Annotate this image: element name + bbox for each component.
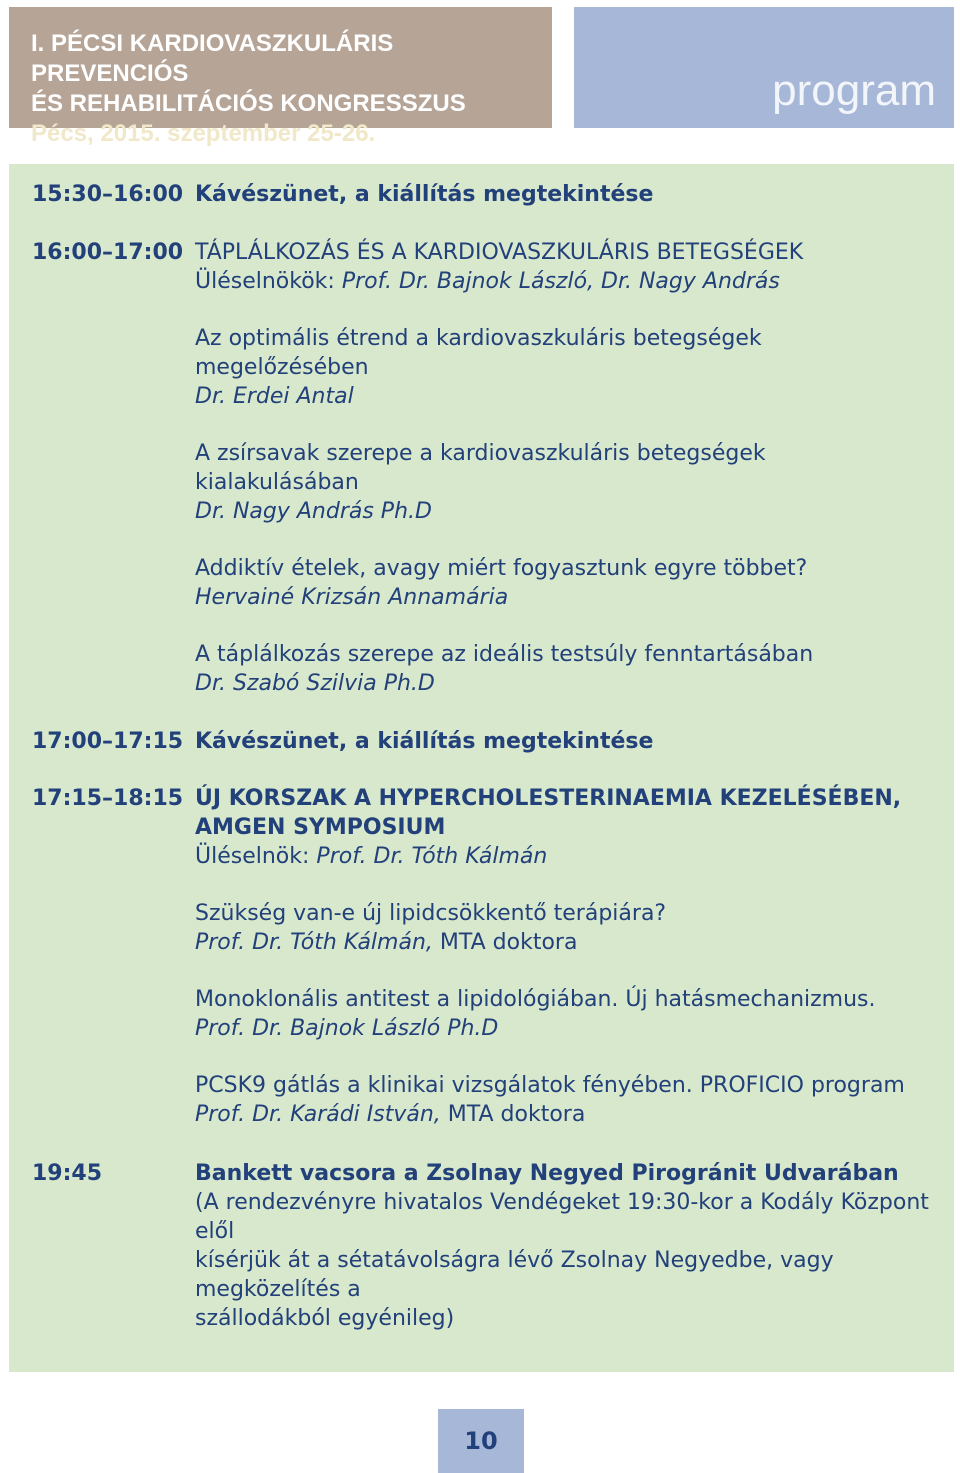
session-title: Kávészünet, a kiállítás megtekintése	[195, 182, 654, 207]
program-banner	[574, 7, 954, 128]
session-time: 19:45	[32, 1161, 103, 1186]
talk-title: PCSK9 gátlás a klinikai vizsgálatok fényében. PROFICIO program	[195, 1073, 905, 1098]
session-time: 17:15–18:15	[32, 786, 184, 811]
session-note: kísérjük át a sétatávolságra lévő Zsolnay Negyedbe, vagy megközelítés a	[195, 1248, 834, 1302]
session-chairs	[195, 842, 940, 871]
congress-title-line1: I. PÉCSI KARDIOVASZKULÁRIS PREVENCIÓS	[31, 30, 394, 87]
session-time: 15:30–16:00	[32, 182, 184, 207]
talk-speaker: Hervainé Krizsán Annamária	[195, 585, 509, 610]
session-title: TÁPLÁLKOZÁS ÉS A KARDIOVASZKULÁRIS BETEGSÉGEK	[195, 240, 804, 265]
session-body	[195, 238, 940, 698]
talk-speaker: Prof. Dr. Karádi István,	[195, 1102, 441, 1127]
talk-speaker: Prof. Dr. Tóth Kálmán,	[195, 930, 433, 955]
talk-title: A táplálkozás szerepe az ideális testsúly fenntartásában	[195, 642, 814, 667]
session-time: 17:00–17:15	[32, 729, 184, 754]
talk-speaker-line	[195, 1100, 940, 1129]
speaker-title: MTA doktora	[440, 1102, 586, 1127]
chair-prefix: Üléselnök:	[195, 844, 317, 869]
session-title: ÚJ KORSZAK A HYPERCHOLESTERINAEMIA KEZELÉSÉBEN,	[195, 786, 902, 811]
talk-title: Az optimális étrend a kardiovaszkuláris betegségek	[195, 326, 762, 351]
session-note: (A rendezvényre hivatalos Vendégeket 19:30-kor a Kodály Központ elől	[195, 1190, 929, 1244]
session-title: Bankett vacsora a Zsolnay Negyed Pirogránit Udvarában	[195, 1161, 899, 1186]
talk-speaker: Prof. Dr. Bajnok László Ph.D	[195, 1016, 499, 1041]
talk-title: Addiktív ételek, avagy miért fogyasztunk egyre többet?	[195, 556, 808, 581]
chair-names: Prof. Dr. Bajnok László, Dr. Nagy András	[341, 269, 780, 294]
chair-prefix: Üléselnökök:	[195, 269, 342, 294]
talk-title: megelőzésében	[195, 355, 369, 380]
talk-title: kialakulásában	[195, 470, 359, 495]
session-title: AMGEN SYMPOSIUM	[195, 815, 446, 840]
talk-speaker: Dr. Szabó Szilvia Ph.D	[195, 671, 435, 696]
page-number: 10	[438, 1409, 524, 1473]
session-body	[195, 1159, 940, 1333]
congress-title-banner	[9, 7, 552, 147]
chair-names: Prof. Dr. Tóth Kálmán	[316, 844, 548, 869]
session-body	[195, 784, 940, 1129]
congress-title-line2: ÉS REHABILITÁCIÓS KONGRESSZUS	[31, 90, 466, 117]
talk-title: A zsírsavak szerepe a kardiovaszkuláris betegségek	[195, 441, 766, 466]
session-chairs	[195, 267, 940, 296]
talk-speaker-line	[195, 928, 940, 957]
talk-title: Szükség van-e új lipidcsökkentő terápiára?	[195, 901, 667, 926]
program-schedule	[9, 164, 954, 1372]
session-note: szállodákból egyénileg)	[195, 1306, 455, 1331]
talk-speaker: Dr. Erdei Antal	[195, 384, 354, 409]
session-time: 16:00–17:00	[32, 240, 184, 265]
speaker-title: MTA doktora	[432, 930, 578, 955]
congress-date: Pécs, 2015. szeptember 25-26.	[31, 120, 376, 147]
talk-title: Monoklonális antitest a lipidológiában. Új hatásmechanizmus.	[195, 987, 876, 1012]
talk-speaker: Dr. Nagy András Ph.D	[195, 499, 432, 524]
session-title: Kávészünet, a kiállítás megtekintése	[195, 729, 654, 754]
program-label: program	[772, 66, 936, 115]
